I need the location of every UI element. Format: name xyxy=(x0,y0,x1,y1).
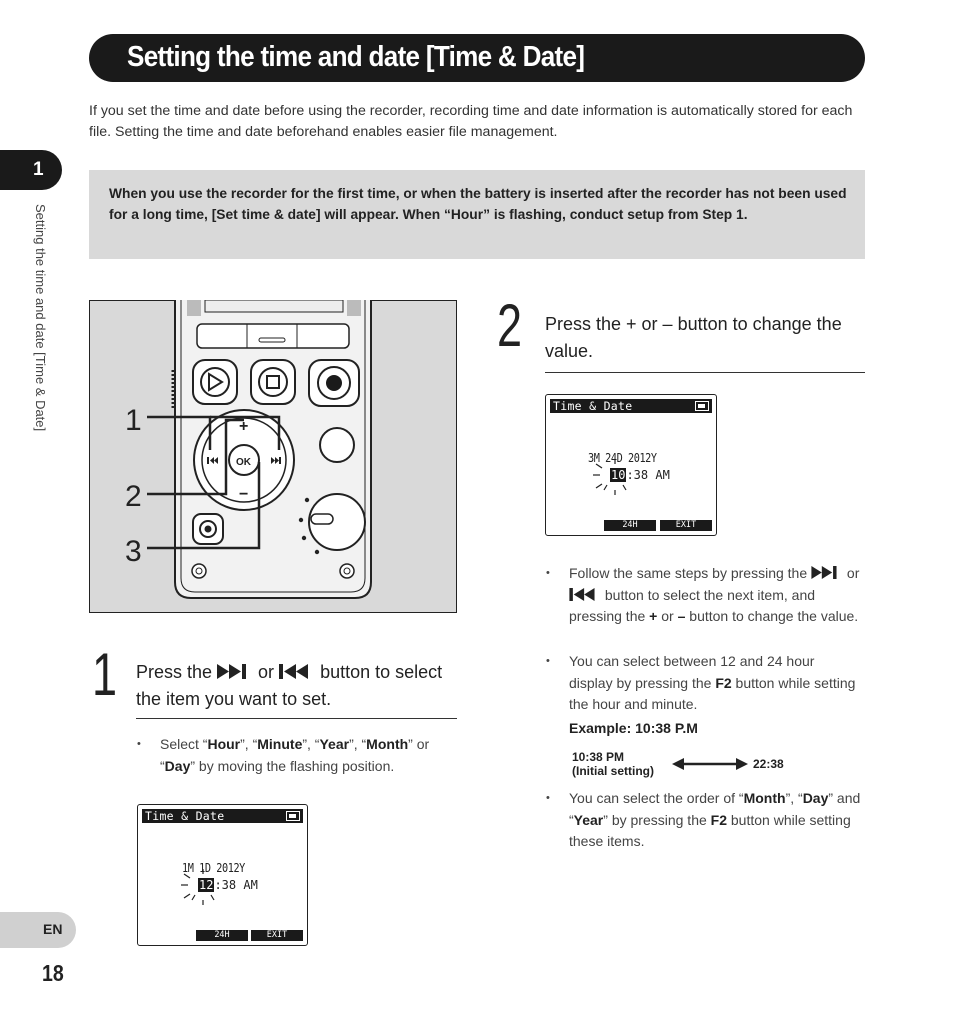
lcd-button-exit: EXIT xyxy=(251,930,303,941)
ok-label: OK xyxy=(236,457,251,468)
minus-label: − xyxy=(239,486,249,503)
battery-icon xyxy=(286,811,300,821)
plus-label: + xyxy=(239,418,249,435)
lcd-time: 12:38 AM xyxy=(199,878,258,892)
lcd-button-exit: EXIT xyxy=(660,520,712,531)
lcd-date: 1M 1D 2012Y xyxy=(182,861,245,875)
language-label: EN xyxy=(43,921,63,937)
chapter-number: 1 xyxy=(33,159,44,180)
step-2-bullet-3: • You can select the order of “Month”, “Day” and “Year” by pressing the F2 button while setting these items. xyxy=(569,788,865,853)
example-label: Example: 10:38 P.M xyxy=(569,720,698,736)
callout-3: 3 xyxy=(125,535,142,568)
prev-skip-icon xyxy=(569,588,601,601)
callout-2: 2 xyxy=(125,480,142,513)
lcd-screen-step-1 xyxy=(137,804,308,946)
intro-paragraph: If you set the time and date before using the recorder, recording time and date information is automatically stored for each file. Setting the time and date beforehand enables easier file management. xyxy=(89,103,853,140)
step-1-text: Press the or button to select the item you want to set. xyxy=(136,662,443,709)
lcd-button-24h: 24H xyxy=(196,930,248,941)
next-skip-icon xyxy=(217,664,253,679)
flash-rays-icon xyxy=(590,457,640,497)
page-title: Setting the time and date [Time & Date] xyxy=(127,41,585,73)
step-2-number: 2 xyxy=(497,292,523,359)
page-number: 18 xyxy=(42,960,64,986)
lcd-date: 3M 24D 2012Y xyxy=(588,451,657,465)
note-text: When you use the recorder for the first time, or when the battery is inserted after the recorder has not been used for a long time, [Set time & date] will appear. When “Hour” is flashing, conduct setup from Step 1. xyxy=(109,186,847,222)
chapter-tab xyxy=(0,150,62,190)
step-2-text: Press the + or – button to change the value. xyxy=(545,314,842,361)
example-initial: 10:38 PM (Initial setting) xyxy=(572,750,654,778)
chapter-side-label: Setting the time and date [Time & Date] xyxy=(33,204,48,432)
flash-rays-icon xyxy=(178,867,228,907)
note-box xyxy=(89,170,865,259)
lcd-time: 10:38 AM xyxy=(611,468,670,482)
step-1-number: 1 xyxy=(92,641,118,708)
double-arrow-icon xyxy=(672,756,748,772)
step-1-divider xyxy=(136,718,457,719)
lcd-screen-step-2 xyxy=(545,394,717,536)
title-bar xyxy=(89,34,865,82)
language-tab xyxy=(0,912,76,948)
step-1-bullet: • Select “Hour”, “Minute”, “Year”, “Month” or “Day” by moving the flashing position. xyxy=(160,734,460,777)
recorder-illustration xyxy=(89,300,457,613)
next-skip-icon xyxy=(811,566,843,579)
step-2-bullet-1: • Follow the same steps by pressing the or button to select the next item, and pressing the + or – button to change the value. xyxy=(569,563,865,628)
lcd-header: Time & Date xyxy=(142,809,303,823)
lcd-button-24h: 24H xyxy=(604,520,656,531)
prev-skip-icon xyxy=(279,664,315,679)
step-2-divider xyxy=(545,372,865,373)
battery-icon xyxy=(695,401,709,411)
lcd-header: Time & Date xyxy=(550,399,712,413)
callout-1: 1 xyxy=(125,404,142,437)
step-2-bullet-2: • You can select between 12 and 24 hour display by pressing the F2 button while setting the hour and minute. xyxy=(569,651,859,716)
example-24h: 22:38 xyxy=(753,757,784,771)
